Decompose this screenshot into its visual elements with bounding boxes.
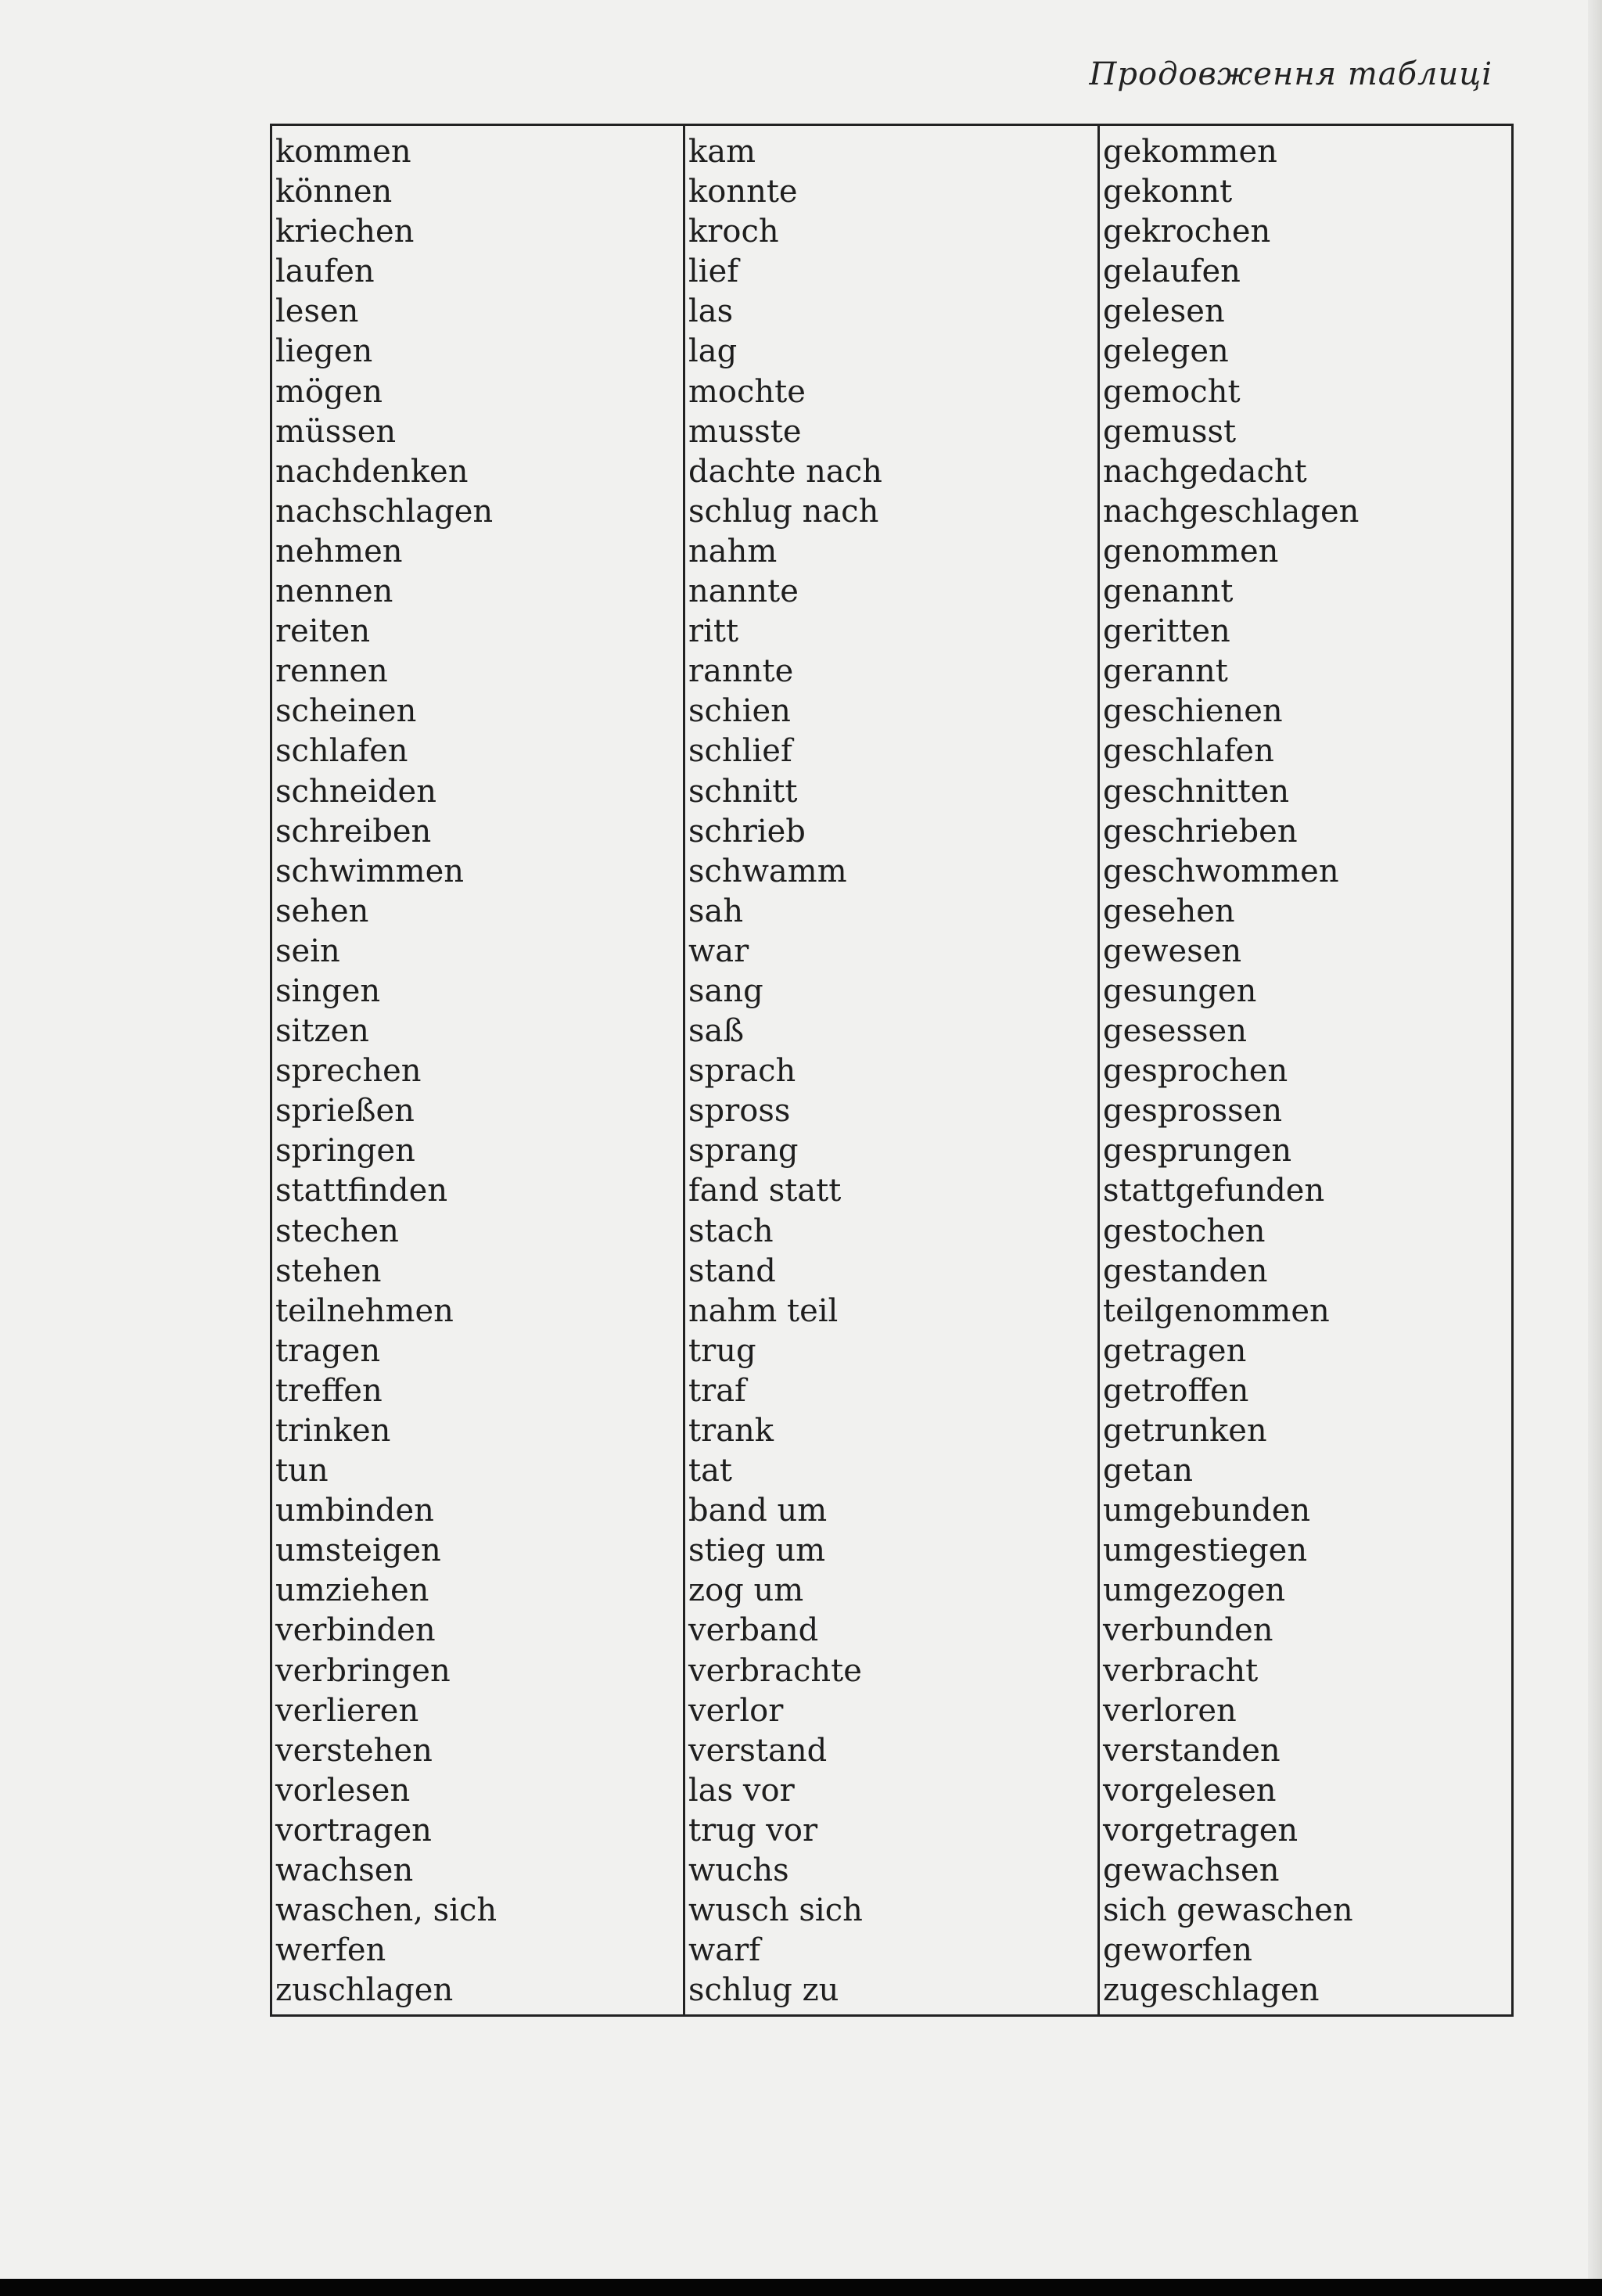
past-participle-cell: geschienen — [1103, 693, 1283, 730]
past-tense-cell: zog um — [688, 1572, 804, 1609]
infinitive-cell: tun — [275, 1453, 329, 1489]
infinitive-column — [272, 126, 683, 2014]
past-participle-cell: gelaufen — [1103, 253, 1241, 290]
past-participle-cell: getroffen — [1103, 1372, 1249, 1409]
infinitive-cell: schneiden — [275, 773, 436, 810]
infinitive-cell: waschen, sich — [275, 1892, 497, 1929]
infinitive-cell: trinken — [275, 1413, 391, 1449]
past-tense-cell: schlief — [688, 733, 792, 770]
past-tense-cell: kam — [688, 134, 756, 170]
infinitive-cell: sehen — [275, 893, 369, 929]
past-participle-cell: gerannt — [1103, 653, 1228, 690]
past-tense-cell: stieg um — [688, 1532, 826, 1569]
past-participle-cell: geworfen — [1103, 1932, 1252, 1969]
past-tense-cell: spross — [688, 1093, 791, 1130]
past-participle-cell: gesprochen — [1103, 1053, 1288, 1090]
past-participle-cell: gekommen — [1103, 134, 1277, 170]
past-tense-cell: saß — [688, 1013, 745, 1050]
past-tense-cell: sprach — [688, 1053, 796, 1090]
past-tense-cell: verstand — [688, 1732, 828, 1769]
past-participle-cell: gelegen — [1103, 333, 1229, 370]
infinitive-cell: sein — [275, 932, 340, 969]
infinitive-cell: verbringen — [275, 1652, 451, 1689]
infinitive-cell: rennen — [275, 653, 388, 690]
past-tense-cell: musste — [688, 413, 802, 450]
past-tense-cell: verlor — [688, 1692, 784, 1729]
infinitive-cell: treffen — [275, 1372, 383, 1409]
past-participle-cell: gewesen — [1103, 932, 1242, 969]
infinitive-cell: sprießen — [275, 1093, 415, 1130]
past-participle-cell: vorgetragen — [1103, 1812, 1298, 1849]
infinitive-cell: nehmen — [275, 533, 403, 570]
past-participle-cell: teilgenommen — [1103, 1292, 1330, 1329]
past-participle-cell: geschrieben — [1103, 813, 1298, 850]
past-participle-cell: sich gewaschen — [1103, 1892, 1353, 1929]
infinitive-cell: können — [275, 174, 393, 210]
past-tense-cell: schrieb — [688, 813, 806, 850]
past-participle-cell: verbunden — [1103, 1612, 1273, 1649]
continuation-heading: Продовження таблиці — [1089, 56, 1492, 92]
past-tense-cell: kroch — [688, 214, 779, 250]
past-tense-cell: war — [688, 932, 749, 969]
infinitive-cell: reiten — [275, 613, 371, 650]
infinitive-cell: kommen — [275, 134, 411, 170]
infinitive-cell: vorlesen — [275, 1772, 411, 1809]
infinitive-cell: stattfinden — [275, 1173, 448, 1209]
past-tense-cell: tat — [688, 1453, 732, 1489]
past-tense-cell: trug vor — [688, 1812, 818, 1849]
past-participle-cell: umgezogen — [1103, 1572, 1286, 1609]
infinitive-cell: verlieren — [275, 1692, 419, 1729]
infinitive-cell: laufen — [275, 253, 375, 290]
infinitive-cell: nachdenken — [275, 453, 469, 490]
past-participle-cell: geschlafen — [1103, 733, 1274, 770]
past-tense-cell: nahm — [688, 533, 778, 570]
scan-bottom-edge — [0, 2279, 1602, 2296]
past-participle-cell: getrunken — [1103, 1413, 1267, 1449]
infinitive-cell: werfen — [275, 1932, 386, 1969]
past-participle-cell: stattgefunden — [1103, 1173, 1325, 1209]
infinitive-cell: verstehen — [275, 1732, 433, 1769]
infinitive-cell: umbinden — [275, 1493, 434, 1529]
infinitive-cell: nachschlagen — [275, 493, 494, 530]
past-tense-cell: sah — [688, 893, 744, 929]
past-tense-cell: trank — [688, 1413, 774, 1449]
past-tense-cell: sprang — [688, 1133, 799, 1170]
past-tense-cell: lief — [688, 253, 739, 290]
infinitive-cell: schlafen — [275, 733, 408, 770]
infinitive-cell: umsteigen — [275, 1532, 441, 1569]
past-participle-cell: vorgelesen — [1103, 1772, 1277, 1809]
past-participle-cell: genannt — [1103, 573, 1234, 610]
past-participle-cell: verstanden — [1103, 1732, 1281, 1769]
past-tense-cell: band um — [688, 1493, 828, 1529]
past-tense-cell: dachte nach — [688, 453, 882, 490]
past-participle-cell: gesprossen — [1103, 1093, 1283, 1130]
past-tense-cell: sang — [688, 972, 763, 1009]
infinitive-cell: schwimmen — [275, 853, 465, 889]
past-participle-cell: gesungen — [1103, 972, 1257, 1009]
verb-forms-table — [270, 124, 1514, 2017]
past-participle-cell: gelesen — [1103, 293, 1225, 330]
infinitive-cell: stehen — [275, 1252, 382, 1289]
past-tense-cell: nahm teil — [688, 1292, 839, 1329]
past-tense-cell: verband — [688, 1612, 819, 1649]
past-participle-cell: umgestiegen — [1103, 1532, 1308, 1569]
past-participle-cell: verloren — [1103, 1692, 1237, 1729]
infinitive-cell: umziehen — [275, 1572, 429, 1609]
past-tense-column — [683, 126, 1097, 2014]
past-tense-cell: las — [688, 293, 734, 330]
infinitive-cell: verbinden — [275, 1612, 436, 1649]
past-participle-cell: gekrochen — [1103, 214, 1271, 250]
infinitive-cell: lesen — [275, 293, 359, 330]
past-participle-cell: genommen — [1103, 533, 1279, 570]
infinitive-cell: mögen — [275, 373, 383, 410]
infinitive-cell: sitzen — [275, 1013, 369, 1050]
past-participle-cell: geschnitten — [1103, 773, 1290, 810]
past-participle-column — [1097, 126, 1511, 2014]
past-participle-cell: geritten — [1103, 613, 1230, 650]
past-participle-cell: nachgeschlagen — [1103, 493, 1360, 530]
past-participle-cell: umgebunden — [1103, 1493, 1311, 1529]
past-participle-cell: gestanden — [1103, 1252, 1268, 1289]
infinitive-cell: liegen — [275, 333, 373, 370]
infinitive-cell: tragen — [275, 1332, 381, 1369]
infinitive-cell: scheinen — [275, 693, 417, 730]
infinitive-cell: teilnehmen — [275, 1292, 454, 1329]
page-edge-shadow — [1588, 0, 1602, 2296]
past-participle-cell: getragen — [1103, 1332, 1247, 1369]
infinitive-cell: schreiben — [275, 813, 432, 850]
past-tense-cell: warf — [688, 1932, 761, 1969]
past-participle-cell: getan — [1103, 1453, 1193, 1489]
past-tense-cell: schlug zu — [688, 1972, 839, 2009]
past-tense-cell: verbrachte — [688, 1652, 862, 1689]
infinitive-cell: springen — [275, 1133, 415, 1170]
infinitive-cell: stechen — [275, 1213, 399, 1249]
past-participle-cell: nachgedacht — [1103, 453, 1307, 490]
infinitive-cell: singen — [275, 972, 381, 1009]
past-participle-cell: zugeschlagen — [1103, 1972, 1320, 2009]
infinitive-cell: nennen — [275, 573, 393, 610]
past-tense-cell: nannte — [688, 573, 799, 610]
past-participle-cell: gemocht — [1103, 373, 1241, 410]
past-tense-cell: schlug nach — [688, 493, 879, 530]
infinitive-cell: vortragen — [275, 1812, 432, 1849]
past-participle-cell: geschwommen — [1103, 853, 1339, 889]
past-tense-cell: mochte — [688, 373, 806, 410]
past-participle-cell: gesprungen — [1103, 1133, 1292, 1170]
past-tense-cell: schwamm — [688, 853, 847, 889]
infinitive-cell: wachsen — [275, 1852, 414, 1889]
infinitive-cell: zuschlagen — [275, 1972, 454, 2009]
past-tense-cell: trug — [688, 1332, 756, 1369]
past-tense-cell: ritt — [688, 613, 739, 650]
past-tense-cell: wusch sich — [688, 1892, 863, 1929]
past-participle-cell: gesessen — [1103, 1013, 1247, 1050]
past-participle-cell: gekonnt — [1103, 174, 1233, 210]
past-tense-cell: schnitt — [688, 773, 798, 810]
infinitive-cell: müssen — [275, 413, 397, 450]
past-participle-cell: verbracht — [1103, 1652, 1259, 1689]
past-tense-cell: rannte — [688, 653, 794, 690]
past-tense-cell: wuchs — [688, 1852, 789, 1889]
past-tense-cell: konnte — [688, 174, 798, 210]
past-tense-cell: lag — [688, 333, 738, 370]
past-participle-cell: gewachsen — [1103, 1852, 1280, 1889]
infinitive-cell: sprechen — [275, 1053, 422, 1090]
past-participle-cell: gestochen — [1103, 1213, 1266, 1249]
past-participle-cell: gesehen — [1103, 893, 1235, 929]
past-tense-cell: stach — [688, 1213, 774, 1249]
past-tense-cell: schien — [688, 693, 791, 730]
infinitive-cell: kriechen — [275, 214, 415, 250]
past-tense-cell: fand statt — [688, 1173, 842, 1209]
past-tense-cell: las vor — [688, 1772, 795, 1809]
past-participle-cell: gemusst — [1103, 413, 1237, 450]
past-tense-cell: stand — [688, 1252, 776, 1289]
past-tense-cell: traf — [688, 1372, 746, 1409]
